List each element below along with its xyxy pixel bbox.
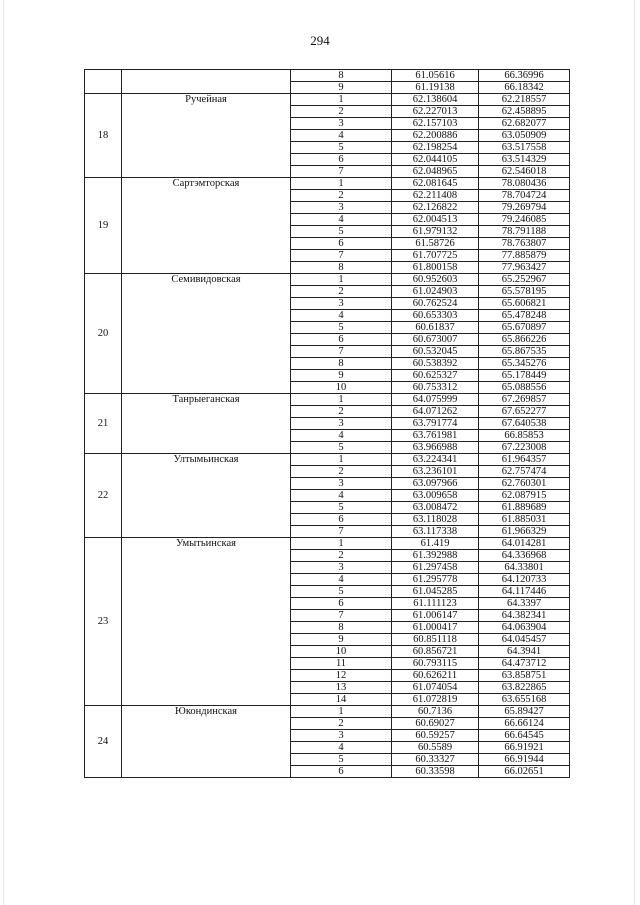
point-number: 6: [291, 514, 392, 526]
point-number: 2: [291, 190, 392, 202]
point-number: 8: [291, 70, 392, 82]
longitude-value: 79.269794: [479, 202, 570, 214]
latitude-value: 61.074054: [392, 682, 479, 694]
point-number: 6: [291, 766, 392, 778]
latitude-value: 60.625327: [392, 370, 479, 382]
point-number: 4: [291, 310, 392, 322]
longitude-value: 66.85853: [479, 430, 570, 442]
longitude-value: 78.791188: [479, 226, 570, 238]
latitude-value: 62.198254: [392, 142, 479, 154]
longitude-value: 65.606821: [479, 298, 570, 310]
latitude-value: 61.024903: [392, 286, 479, 298]
latitude-value: 62.081645: [392, 178, 479, 190]
longitude-value: 66.02651: [479, 766, 570, 778]
point-number: 8: [291, 262, 392, 274]
latitude-value: 61.05616: [392, 70, 479, 82]
point-number: 4: [291, 130, 392, 142]
longitude-value: 64.473712: [479, 658, 570, 670]
point-number: 1: [291, 538, 392, 550]
point-number: 2: [291, 718, 392, 730]
latitude-value: 61.295778: [392, 574, 479, 586]
deposit-number: 23: [85, 538, 122, 706]
latitude-value: 61.800158: [392, 262, 479, 274]
table-row: [85, 94, 570, 106]
deposit-number: 22: [85, 454, 122, 538]
deposit-name: Ултымьинская: [122, 454, 291, 538]
point-number: 6: [291, 238, 392, 250]
longitude-value: 67.223008: [479, 442, 570, 454]
longitude-value: 63.858751: [479, 670, 570, 682]
longitude-value: 61.885031: [479, 514, 570, 526]
point-number: 11: [291, 658, 392, 670]
point-number: 8: [291, 622, 392, 634]
point-number: 3: [291, 418, 392, 430]
longitude-value: 78.080436: [479, 178, 570, 190]
point-number: 5: [291, 586, 392, 598]
latitude-value: 62.126822: [392, 202, 479, 214]
deposit-number: 21: [85, 394, 122, 454]
latitude-value: 60.59257: [392, 730, 479, 742]
table-row: [85, 538, 570, 550]
latitude-value: 61.19138: [392, 82, 479, 94]
latitude-value: 60.793115: [392, 658, 479, 670]
longitude-value: 64.014281: [479, 538, 570, 550]
latitude-value: 62.048965: [392, 166, 479, 178]
point-number: 3: [291, 118, 392, 130]
table-row: [85, 178, 570, 190]
table-row: [85, 274, 570, 286]
point-number: 4: [291, 490, 392, 502]
point-number: 5: [291, 754, 392, 766]
point-number: 10: [291, 382, 392, 394]
point-number: 4: [291, 214, 392, 226]
deposit-name: Танрыеганская: [122, 394, 291, 454]
longitude-value: 77.885879: [479, 250, 570, 262]
latitude-value: 60.851118: [392, 634, 479, 646]
longitude-value: 66.36996: [479, 70, 570, 82]
point-number: 5: [291, 442, 392, 454]
latitude-value: 62.004513: [392, 214, 479, 226]
point-number: 5: [291, 226, 392, 238]
longitude-value: 62.546018: [479, 166, 570, 178]
latitude-value: 62.227013: [392, 106, 479, 118]
point-number: 6: [291, 334, 392, 346]
longitude-value: 66.91944: [479, 754, 570, 766]
point-number: 2: [291, 406, 392, 418]
latitude-value: 60.626211: [392, 670, 479, 682]
point-number: 12: [291, 670, 392, 682]
longitude-value: 66.66124: [479, 718, 570, 730]
latitude-value: 64.071262: [392, 406, 479, 418]
latitude-value: 63.224341: [392, 454, 479, 466]
scan-edge-right: [634, 0, 635, 905]
longitude-value: 66.18342: [479, 82, 570, 94]
latitude-value: 62.138604: [392, 94, 479, 106]
point-number: 13: [291, 682, 392, 694]
point-number: 2: [291, 286, 392, 298]
longitude-value: 62.458895: [479, 106, 570, 118]
longitude-value: 62.760301: [479, 478, 570, 490]
longitude-value: 64.336968: [479, 550, 570, 562]
latitude-value: 60.538392: [392, 358, 479, 370]
latitude-value: 62.211408: [392, 190, 479, 202]
latitude-value: 63.117338: [392, 526, 479, 538]
coordinates-table-body: [85, 70, 570, 778]
table-row: [85, 706, 570, 718]
point-number: 9: [291, 370, 392, 382]
deposit-number: 20: [85, 274, 122, 394]
latitude-value: 64.075999: [392, 394, 479, 406]
latitude-value: 61.072819: [392, 694, 479, 706]
longitude-value: 64.3941: [479, 646, 570, 658]
latitude-value: 60.33598: [392, 766, 479, 778]
latitude-value: 61.111123: [392, 598, 479, 610]
point-number: 1: [291, 706, 392, 718]
deposit-number: 24: [85, 706, 122, 778]
latitude-value: 62.200886: [392, 130, 479, 142]
latitude-value: 61.419: [392, 538, 479, 550]
latitude-value: 60.33327: [392, 754, 479, 766]
longitude-value: 64.063904: [479, 622, 570, 634]
point-number: 10: [291, 646, 392, 658]
latitude-value: 63.761981: [392, 430, 479, 442]
deposit-name: [122, 70, 291, 94]
latitude-value: 63.008472: [392, 502, 479, 514]
longitude-value: 78.704724: [479, 190, 570, 202]
point-number: 1: [291, 178, 392, 190]
longitude-value: 65.670897: [479, 322, 570, 334]
point-number: 9: [291, 82, 392, 94]
latitude-value: 63.791774: [392, 418, 479, 430]
deposit-name: Семивидовская: [122, 274, 291, 394]
latitude-value: 61.979132: [392, 226, 479, 238]
longitude-value: 62.757474: [479, 466, 570, 478]
longitude-value: 63.050909: [479, 130, 570, 142]
deposit-number: [85, 70, 122, 94]
point-number: 6: [291, 598, 392, 610]
longitude-value: 65.252967: [479, 274, 570, 286]
point-number: 3: [291, 202, 392, 214]
table-row: [85, 70, 570, 82]
point-number: 1: [291, 274, 392, 286]
longitude-value: 65.866226: [479, 334, 570, 346]
longitude-value: 65.578195: [479, 286, 570, 298]
point-number: 9: [291, 634, 392, 646]
deposit-number: 19: [85, 178, 122, 274]
latitude-value: 61.707725: [392, 250, 479, 262]
longitude-value: 67.652277: [479, 406, 570, 418]
latitude-value: 63.097966: [392, 478, 479, 490]
point-number: 8: [291, 358, 392, 370]
longitude-value: 79.246085: [479, 214, 570, 226]
latitude-value: 60.856721: [392, 646, 479, 658]
longitude-value: 62.218557: [479, 94, 570, 106]
latitude-value: 63.009658: [392, 490, 479, 502]
longitude-value: 64.120733: [479, 574, 570, 586]
point-number: 7: [291, 526, 392, 538]
point-number: 3: [291, 730, 392, 742]
latitude-value: 60.673007: [392, 334, 479, 346]
longitude-value: 63.822865: [479, 682, 570, 694]
coordinates-table: [84, 69, 570, 778]
point-number: 7: [291, 346, 392, 358]
longitude-value: 63.655168: [479, 694, 570, 706]
longitude-value: 65.89427: [479, 706, 570, 718]
longitude-value: 63.514329: [479, 154, 570, 166]
point-number: 1: [291, 454, 392, 466]
table-row: [85, 454, 570, 466]
longitude-value: 67.269857: [479, 394, 570, 406]
longitude-value: 61.966329: [479, 526, 570, 538]
latitude-value: 60.5589: [392, 742, 479, 754]
table-row: [85, 394, 570, 406]
longitude-value: 64.382341: [479, 610, 570, 622]
longitude-value: 67.640538: [479, 418, 570, 430]
point-number: 5: [291, 142, 392, 154]
point-number: 2: [291, 550, 392, 562]
point-number: 3: [291, 562, 392, 574]
longitude-value: 65.478248: [479, 310, 570, 322]
latitude-value: 61.045285: [392, 586, 479, 598]
deposit-number: 18: [85, 94, 122, 178]
point-number: 2: [291, 466, 392, 478]
latitude-value: 61.58726: [392, 238, 479, 250]
deposit-name: Сартэмторская: [122, 178, 291, 274]
deposit-name: Юкондинская: [122, 706, 291, 778]
latitude-value: 62.044105: [392, 154, 479, 166]
latitude-value: 60.532045: [392, 346, 479, 358]
longitude-value: 63.517558: [479, 142, 570, 154]
deposit-name: Умытьинская: [122, 538, 291, 706]
latitude-value: 60.762524: [392, 298, 479, 310]
longitude-value: 65.345276: [479, 358, 570, 370]
longitude-value: 62.087915: [479, 490, 570, 502]
scan-edge-left: [3, 0, 4, 905]
longitude-value: 66.91921: [479, 742, 570, 754]
point-number: 3: [291, 298, 392, 310]
latitude-value: 60.952603: [392, 274, 479, 286]
point-number: 2: [291, 106, 392, 118]
longitude-value: 65.088556: [479, 382, 570, 394]
longitude-value: 66.64545: [479, 730, 570, 742]
point-number: 6: [291, 154, 392, 166]
longitude-value: 64.3397: [479, 598, 570, 610]
longitude-value: 65.867535: [479, 346, 570, 358]
latitude-value: 63.118028: [392, 514, 479, 526]
point-number: 7: [291, 166, 392, 178]
point-number: 5: [291, 322, 392, 334]
page-number: 294: [310, 33, 330, 48]
longitude-value: 78.763807: [479, 238, 570, 250]
longitude-value: 61.964357: [479, 454, 570, 466]
point-number: 1: [291, 394, 392, 406]
latitude-value: 60.7136: [392, 706, 479, 718]
latitude-value: 60.653303: [392, 310, 479, 322]
point-number: 4: [291, 742, 392, 754]
deposit-name: Ручейная: [122, 94, 291, 178]
point-number: 14: [291, 694, 392, 706]
latitude-value: 61.297458: [392, 562, 479, 574]
latitude-value: 62.157103: [392, 118, 479, 130]
latitude-value: 61.006147: [392, 610, 479, 622]
longitude-value: 61.889689: [479, 502, 570, 514]
point-number: 4: [291, 574, 392, 586]
point-number: 7: [291, 610, 392, 622]
longitude-value: 65.178449: [479, 370, 570, 382]
point-number: 7: [291, 250, 392, 262]
point-number: 4: [291, 430, 392, 442]
longitude-value: 64.33801: [479, 562, 570, 574]
latitude-value: 60.69027: [392, 718, 479, 730]
point-number: 1: [291, 94, 392, 106]
point-number: 3: [291, 478, 392, 490]
longitude-value: 64.045457: [479, 634, 570, 646]
latitude-value: 61.392988: [392, 550, 479, 562]
longitude-value: 77.963427: [479, 262, 570, 274]
latitude-value: 63.966988: [392, 442, 479, 454]
latitude-value: 60.753312: [392, 382, 479, 394]
latitude-value: 63.236101: [392, 466, 479, 478]
latitude-value: 61.000417: [392, 622, 479, 634]
longitude-value: 62.682077: [479, 118, 570, 130]
longitude-value: 64.117446: [479, 586, 570, 598]
latitude-value: 60.61837: [392, 322, 479, 334]
point-number: 5: [291, 502, 392, 514]
